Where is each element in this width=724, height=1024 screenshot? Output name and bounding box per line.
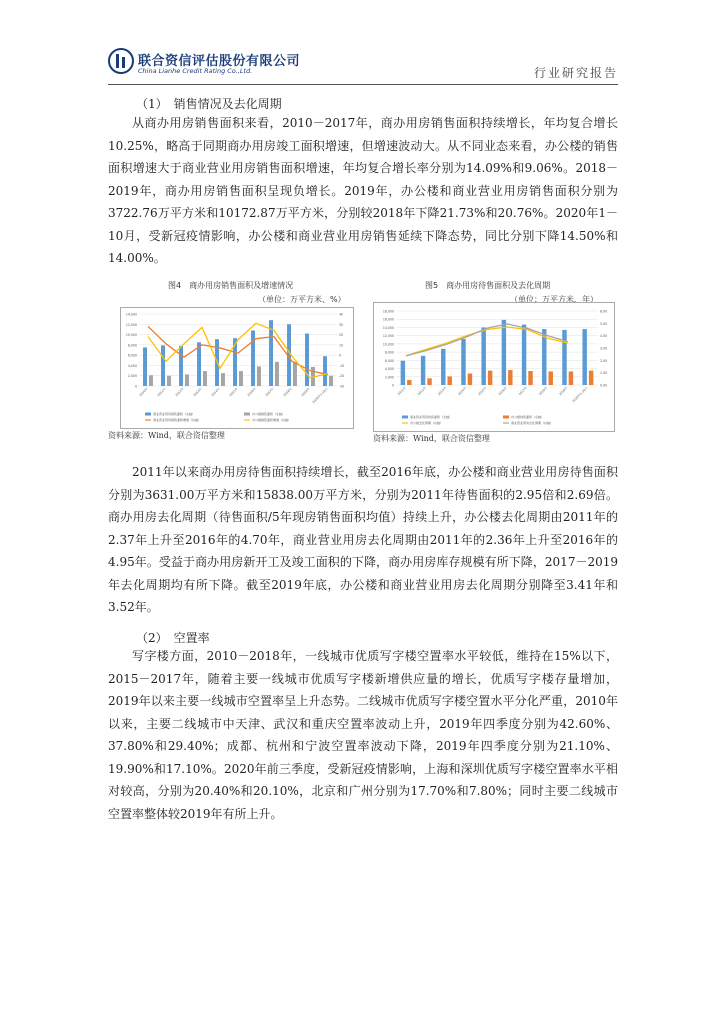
bar-secondary xyxy=(407,380,411,385)
legend-label: 商业营业用房销售面积增速（右轴） xyxy=(153,418,202,422)
right-tick-label: -20 xyxy=(339,374,345,379)
section-title-vacancy: （2） 空置率 xyxy=(136,631,210,645)
right-tick-label: 2.00 xyxy=(600,358,608,363)
bar-secondary xyxy=(488,371,492,385)
paragraph-text: 2011年以来商办用房待售面积持续增长，截至2016年底，办公楼和商业营业用房待售面积分别为3631.00万平方米和15838.00万平方米，分别为2011年待售面积的2.95倍和2.69倍。商办用房去化周期（待售面积/5年现房销售面积均值）持续上升，办公楼去化周期由2011年的2.37年上升至2016年的4.70年，商业营业用房去化周期由2011年的2.36年上升至2016年的4.95年。受益于商办用房新开工及竣工面积的下降，商办用房库存规模有所下降，2017－2019年去化周期均有所下降。截至2019年底，办公楼和商业营业用房去化周期分别降至3.41年和3.52年。 xyxy=(108,465,618,614)
left-tick-label: 2,000 xyxy=(384,375,394,380)
bar-primary xyxy=(143,347,147,386)
bar-primary xyxy=(481,327,485,385)
paragraph-text: 写字楼方面，2010－2018年，一线城市优质写字楼空置率水平较低，维持在15%以下，2015－2017年，随着主要一线城市优质写字楼新增供应量的增长，优质写字楼存量增加，2019年以来主要一线城市空置率呈上升态势。二线城市优质写字楼空置水平分化严重，2010年以来，主要二线城市中天津、武汉和重庆空置率波动上升，2019年四季度分别为42.60%、37.80%和29.40%；成都、杭州和宁波空置率波动下降，2019年四季度分别为21.10%、19.90%和17.10%。2020年前三季度，受新冠疫情影响，上海和深圳优质写字楼空置率水平相对较高，分别为20.40%和20.10%，北京和广州分别为17.70%和7.80%；同时主要二线城市空置率整体较2019年有所上升。 xyxy=(108,649,618,821)
company-logo-icon xyxy=(108,48,134,74)
x-tick-label: 2015年 xyxy=(228,386,239,398)
x-tick-label: 2013年 xyxy=(192,386,203,398)
bar-primary xyxy=(502,320,506,385)
left-tick-label: 18,000 xyxy=(382,309,394,314)
bar-primary xyxy=(179,346,183,386)
bar-secondary xyxy=(149,375,153,386)
bar-primary xyxy=(421,356,425,385)
bar-primary xyxy=(305,334,309,386)
left-tick-label: 2,000 xyxy=(127,374,137,379)
left-tick-label: 14,000 xyxy=(382,325,394,330)
bar-primary xyxy=(401,361,405,385)
bar-secondary xyxy=(427,378,431,385)
right-tick-label: -30 xyxy=(339,384,345,389)
bar-secondary xyxy=(549,371,553,385)
right-tick-label: 0.00 xyxy=(600,383,608,388)
company-name-cn: 联合资信评估股份有限公司 xyxy=(138,54,301,69)
bar-primary xyxy=(441,349,445,385)
bar-secondary xyxy=(589,371,593,385)
bar-primary xyxy=(461,339,465,385)
x-tick-label: 2013年 xyxy=(436,385,448,397)
bar-primary xyxy=(197,342,201,386)
x-tick-label: 2018年 xyxy=(282,386,293,398)
left-tick-label: 0 xyxy=(391,383,394,388)
company-name-en: China Lianhe Credit Rating Co.,Ltd. xyxy=(138,67,253,75)
bar-primary xyxy=(161,345,165,386)
x-tick-label: 2012年 xyxy=(416,385,428,397)
x-tick-label: 2017年 xyxy=(264,386,275,398)
paragraph-inventory xyxy=(108,461,618,619)
bar-secondary xyxy=(185,374,189,386)
bar-secondary xyxy=(329,376,333,386)
right-tick-label: 1.00 xyxy=(600,371,608,376)
left-tick-label: 8,000 xyxy=(384,350,394,355)
legend-swatch xyxy=(145,413,151,416)
bar-secondary xyxy=(257,366,261,386)
section-title-sales: （1） 销售情况及去化周期 xyxy=(136,97,282,111)
figure5-chart xyxy=(373,302,615,432)
left-tick-label: 6,000 xyxy=(384,358,394,363)
legend-swatch xyxy=(503,416,509,419)
figure4-chart xyxy=(120,307,354,429)
bar-secondary xyxy=(167,376,171,386)
left-tick-label: 12,000 xyxy=(382,334,394,339)
left-tick-label: 10,000 xyxy=(125,333,137,338)
legend-label: 办公楼销售面积（左轴） xyxy=(252,412,286,416)
right-tick-label: 10 xyxy=(339,343,344,348)
paragraph-sales xyxy=(108,112,618,270)
left-tick-label: 4,000 xyxy=(384,367,394,372)
figure4-source: 资料来源：Wind，联合资信整理 xyxy=(108,431,225,440)
legend-label: 商业营业用房待售面积（左轴） xyxy=(410,415,453,419)
x-tick-label: 2020年1-10月 xyxy=(571,385,589,404)
legend-label: 办公楼待售面积（左轴） xyxy=(511,415,545,419)
bar-secondary xyxy=(468,373,472,385)
right-tick-label: 4.00 xyxy=(600,334,608,339)
x-tick-label: 2019年 xyxy=(558,385,569,397)
legend-swatch xyxy=(402,416,408,419)
bar-primary xyxy=(582,329,586,385)
right-tick-label: 0 xyxy=(339,353,342,358)
legend-label: 办公楼销售面积增速（右轴） xyxy=(252,418,292,422)
right-tick-label: 40 xyxy=(339,312,344,317)
legend-swatch xyxy=(244,413,250,416)
right-tick-label: -10 xyxy=(339,363,345,368)
bar-primary xyxy=(251,330,255,386)
x-tick-label: 2016年 xyxy=(246,386,257,398)
header-divider xyxy=(108,84,618,85)
x-tick-label: 2014年 xyxy=(457,385,468,397)
left-tick-label: 8,000 xyxy=(127,343,137,348)
bar-secondary xyxy=(293,362,297,386)
x-tick-label: 2012年 xyxy=(174,386,185,398)
bar-secondary xyxy=(275,362,279,386)
figure4-caption: 图4 商办用房销售面积及增速情况 xyxy=(168,281,294,290)
bar-secondary xyxy=(221,373,225,386)
right-tick-label: 30 xyxy=(339,322,344,327)
x-tick-label: 2011年 xyxy=(396,385,407,397)
left-tick-label: 10,000 xyxy=(382,342,394,347)
legend-label: 商业营业用房去化周期（右轴） xyxy=(511,421,554,425)
figure5-source: 资料来源：Wind，联合资信整理 xyxy=(373,434,490,443)
report-type: 行业研究报告 xyxy=(533,66,618,80)
bar-secondary xyxy=(448,376,452,385)
bar-secondary xyxy=(239,371,243,386)
right-tick-label: 20 xyxy=(339,333,344,338)
figure4-unit: （单位：万平方米、%） xyxy=(258,295,346,304)
left-tick-label: 14,000 xyxy=(125,312,137,317)
right-tick-label: 5.00 xyxy=(600,321,608,326)
legend-label: 办公楼去化周期（右轴） xyxy=(410,421,444,425)
x-tick-label: 2020年1-10月 xyxy=(311,386,329,405)
left-tick-label: 4,000 xyxy=(127,363,137,368)
bar-primary xyxy=(562,330,566,385)
bar-secondary xyxy=(569,371,573,385)
right-tick-label: 3.00 xyxy=(600,346,608,351)
bar-secondary xyxy=(203,371,207,386)
figure5-caption: 图5 商办用房待售面积及去化周期 xyxy=(425,281,551,290)
left-tick-label: 0 xyxy=(134,384,137,389)
right-tick-label: 6.00 xyxy=(600,309,608,314)
left-tick-label: 16,000 xyxy=(382,317,394,322)
x-tick-label: 2010年 xyxy=(138,386,149,398)
x-tick-label: 2017年 xyxy=(517,385,529,397)
x-tick-label: 2019年 xyxy=(300,386,311,398)
bar-primary xyxy=(522,325,526,385)
left-tick-label: 6,000 xyxy=(127,353,137,358)
paragraph-text: 从商办用房销售面积来看，2010－2017年，商办用房销售面积持续增长，年均复合增长10.25%，略高于同期商办用房竣工面积增速，但增速波动大。从不同业态来看，办公楼的销售面积增速大于商业营业用房销售面积增速，年均复合增长率分别为14.09%和9.06%。2018－2019年，商办用房销售面积呈现负增长。2019年，办公楼和商业营业用房销售面积分别为3722.76万平方米和10172.87万平方米，分别较2018年下降21.73%和20.76%。2020年1－10月，受新冠疫情影响，办公楼和商业营业用房销售延续下降态势，同比分别下降14.50%和14.00%。 xyxy=(108,116,618,265)
x-tick-label: 2015年 xyxy=(477,385,488,397)
left-tick-label: 12,000 xyxy=(125,322,137,327)
x-tick-label: 2016年 xyxy=(497,385,508,397)
bar-secondary xyxy=(528,371,532,385)
figure5-unit: （单位：万平方米、年） xyxy=(510,295,598,304)
bar-primary xyxy=(323,356,327,386)
x-tick-label: 2014年 xyxy=(210,386,221,398)
x-tick-label: 2011年 xyxy=(156,386,167,398)
x-tick-label: 2018年 xyxy=(537,385,549,397)
bar-secondary xyxy=(508,370,512,385)
paragraph-vacancy xyxy=(108,645,618,825)
legend-label: 商业营业用房销售面积（左轴） xyxy=(153,412,196,416)
